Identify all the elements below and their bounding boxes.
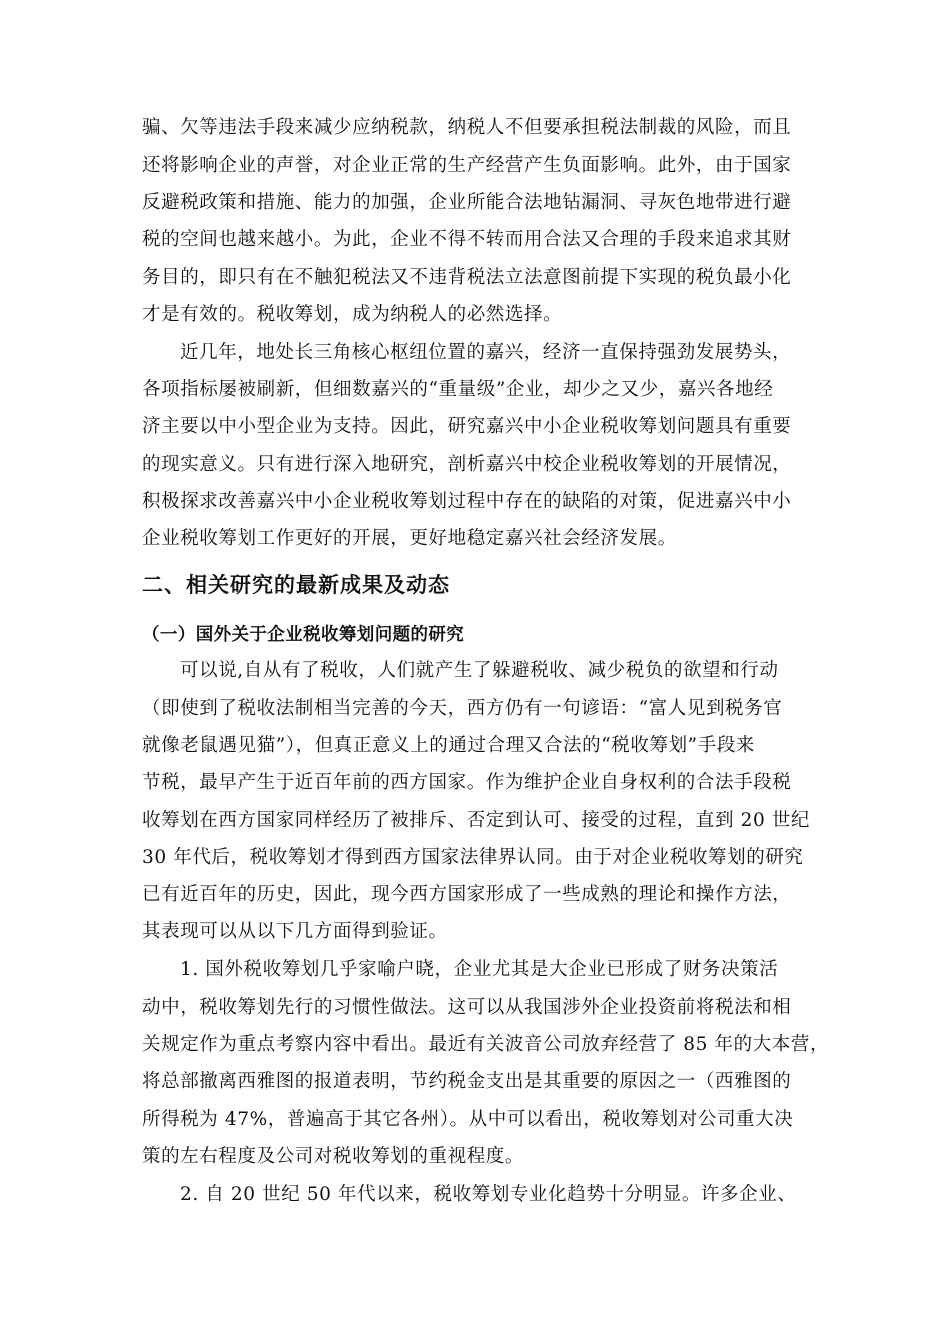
text-line: 济主要以中小型企业为支持。因此，研究嘉兴中小企业税收筹划问题具有重要 [142, 416, 792, 437]
text-line: 近几年，地处长三角核心枢纽位置的嘉兴，经济一直保持强劲发展势头， [180, 342, 792, 363]
text-line: 税的空间也越来越小。为此，企业不得不转而用合法又合理的手段来追求其财 [142, 229, 792, 250]
text-line: 的现实意义。只有进行深入地研究，剖析嘉兴中校企业税收筹划的开展情况， [142, 454, 792, 475]
text-line: 还将影响企业的声誉，对企业正常的生产经营产生负面影响。此外，由于国家 [142, 155, 792, 176]
text-line: 积极探求改善嘉兴中小企业税收筹划过程中存在的缺陷的对策，促进嘉兴中小 [142, 491, 792, 512]
text-line: （即使到了税收法制相当完善的今天，西方仍有一句谚语：“富人见到税务官 [142, 698, 783, 719]
section-heading: 二、相关研究的最新成果及动态 [142, 573, 450, 597]
text-line: 各项指标屡被刷新，但细数嘉兴的“重量级”企业，却少之又少，嘉兴各地经 [142, 379, 774, 400]
text-line: 其表现可以从以下几方面得到验证。 [142, 921, 448, 942]
text-line: 策的左右程度及公司对税收筹划的重视程度。 [142, 1146, 525, 1167]
text-line: 动中，税收筹划先行的习惯性做法。这可以从我国涉外企业投资前将税法和相 [142, 997, 792, 1018]
text-line: 将总部撤离西雅图的报道表明，节约税金支出是其重要的原因之一（西雅图的 [142, 1071, 792, 1092]
text-line: 2. 自 20 世纪 50 年代以来，税收筹划专业化趋势十分明显。许多企业、 [180, 1184, 797, 1205]
text-line: 骗、欠等违法手段来减少应纳税款，纳税人不但要承担税法制裁的风险，而且 [142, 117, 792, 138]
text-line: 30 年代后，税收筹划才得到西方国家法律界认同。由于对企业税收筹划的研究 [142, 847, 804, 868]
text-line: 收筹划在西方国家同样经历了被排斥、否定到认可、接受的过程，直到 20 世纪 [142, 810, 811, 831]
text-line: 务目的，即只有在不触犯税法又不违背税法立法意图前提下实现的税负最小化 [142, 267, 792, 288]
text-line: 关规定作为重点考察内容中看出。最近有关波音公司放弃经营了 85 年的大本营， [142, 1034, 830, 1055]
text-line: 才是有效的。税收筹划，成为纳税人的必然选择。 [142, 304, 563, 325]
text-line: 可以说,自从有了税收，人们就产生了躲避税收、减少税负的欲望和行动 [180, 660, 779, 681]
text-line: 就像老鼠遇见猫”），但真正意义上的通过合理又合法的“税收筹划”手段来 [142, 735, 756, 756]
text-line: 所得税为 47%，普遍高于其它各州）。从中可以看出，税收筹划对公司重大决 [142, 1109, 794, 1130]
text-line: 节税，最早产生于近百年前的西方国家。作为维护企业自身权利的合法手段税 [142, 772, 792, 793]
text-line: 企业税收筹划工作更好的开展，更好地稳定嘉兴社会经济发展。 [142, 528, 677, 549]
subsection-heading: （一）国外关于企业税收筹划问题的研究 [142, 625, 465, 645]
text-line: 已有近百年的历史，因此，现今西方国家形成了一些成熟的理论和操作方法， [142, 884, 792, 905]
text-line: 反避税政策和措施、能力的加强，企业所能合法地钻漏洞、寻灰色地带进行避 [142, 192, 792, 213]
text-line: 1. 国外税收筹划几乎家喻户晓，企业尤其是大企业已形成了财务决策活 [180, 959, 779, 980]
